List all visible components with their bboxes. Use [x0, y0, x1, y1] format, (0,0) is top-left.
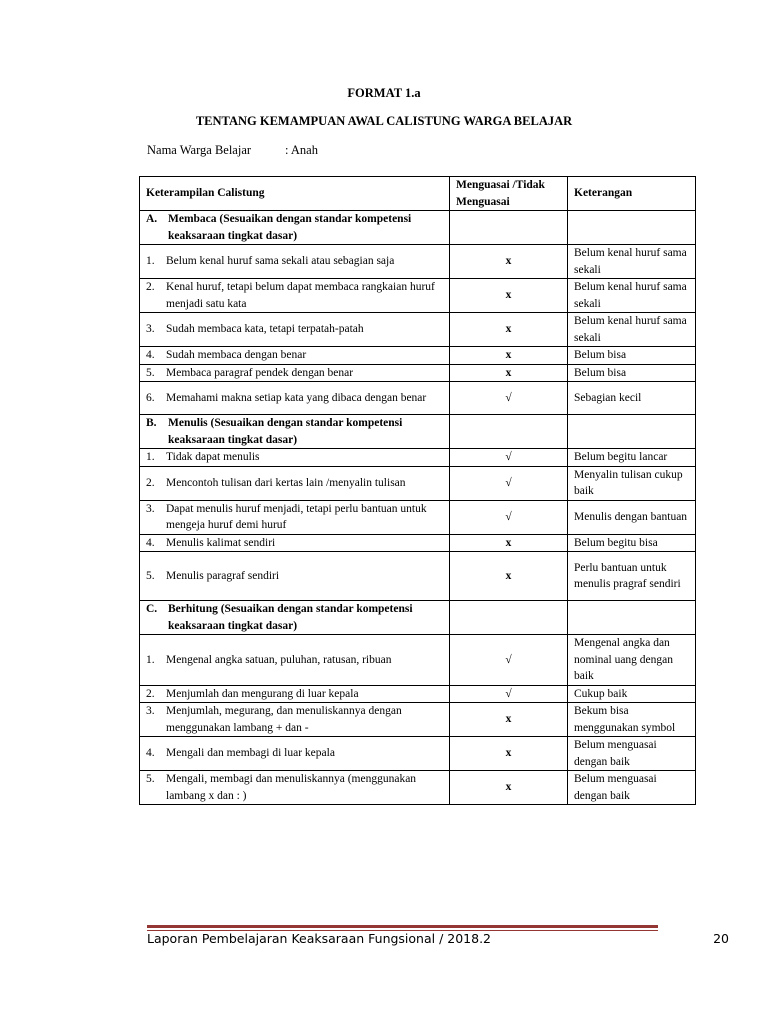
item-number: 4. — [146, 747, 155, 760]
item-text: Membaca paragraf pendek dengan benar — [166, 366, 354, 379]
item-text: Mencontoh tulisan dari kertas lain /menyalin tulisan — [166, 476, 406, 489]
table-row — [140, 685, 696, 703]
table-row — [140, 500, 696, 534]
item-number: 5. — [146, 366, 155, 379]
mastery-mark — [450, 415, 568, 449]
item-number: 1. — [146, 255, 155, 268]
skill-cell — [140, 703, 450, 737]
item-text: Dapat menulis huruf menjadi, tetapi perlu bantuan untuk mengeja huruf demi huruf — [166, 502, 427, 531]
table-row — [140, 635, 696, 686]
note-cell: Menyalin tulisan cukup baik — [568, 466, 696, 500]
skill-cell — [140, 685, 450, 703]
item-text: Berhitung (Sesuaikan dengan standar kompetensi keaksaraan tingkat dasar) — [168, 603, 413, 632]
item-text: Sudah membaca dengan benar — [166, 349, 307, 361]
section-row — [140, 415, 696, 449]
skill-cell — [140, 552, 450, 601]
note-cell: Belum bisa — [568, 347, 696, 365]
item-number: 5. — [146, 569, 155, 582]
header-mastery: Menguasai /Tidak Menguasai — [450, 177, 568, 211]
item-text: Menulis (Sesuaikan dengan standar kompetensi keaksaraan tingkat dasar) — [168, 417, 403, 446]
calistung-table — [139, 176, 696, 805]
table-row — [140, 466, 696, 500]
skill-cell — [140, 382, 450, 415]
skill-cell — [140, 347, 450, 365]
skill-cell — [140, 500, 450, 534]
learner-name-row — [147, 143, 318, 158]
mastery-mark: √ — [450, 466, 568, 500]
item-number: 4. — [146, 349, 155, 361]
learner-name-label: Nama Warga Belajar — [147, 143, 252, 157]
table-row — [140, 737, 696, 771]
note-cell — [568, 415, 696, 449]
item-text: Membaca (Sesuaikan dengan standar kompetensi keaksaraan tingkat dasar) — [168, 213, 412, 242]
item-number: 6. — [146, 391, 155, 404]
table-row — [140, 771, 696, 805]
section-row — [140, 211, 696, 245]
page-number: 20 — [713, 931, 729, 946]
mastery-mark: √ — [450, 382, 568, 415]
section-row — [140, 601, 696, 635]
item-number: A. — [146, 213, 158, 225]
item-number: C. — [146, 603, 158, 615]
note-cell: Menulis dengan bantuan — [568, 500, 696, 534]
note-cell: Belum menguasai dengan baik — [568, 771, 696, 805]
skill-cell — [140, 449, 450, 467]
mastery-mark: x — [450, 245, 568, 279]
note-cell: Cukup baik — [568, 685, 696, 703]
note-cell: Belum begitu bisa — [568, 534, 696, 552]
note-cell — [568, 601, 696, 635]
item-number: 1. — [146, 451, 155, 463]
item-number: B. — [146, 417, 157, 429]
item-text: Mengenal angka satuan, puluhan, ratusan, ribuan — [166, 653, 392, 666]
note-cell: Belum kenal huruf sama sekali — [568, 313, 696, 347]
table-row — [140, 245, 696, 279]
mastery-mark: x — [450, 552, 568, 601]
note-cell: Belum menguasai dengan baik — [568, 737, 696, 771]
mastery-mark: x — [450, 364, 568, 382]
format-title: FORMAT 1.a — [347, 86, 421, 100]
header-skill: Keterampilan Calistung — [140, 177, 450, 211]
mastery-mark: x — [450, 703, 568, 737]
note-cell: Belum begitu lancar — [568, 449, 696, 467]
learner-name-value: : Anah — [285, 143, 318, 157]
mastery-mark — [450, 601, 568, 635]
note-cell: Belum bisa — [568, 364, 696, 382]
note-cell: Perlu bantuan untuk menulis pragraf sendiri — [568, 552, 696, 601]
mastery-mark: √ — [450, 500, 568, 534]
skill-cell — [140, 737, 450, 771]
footer-rule-thick — [147, 925, 658, 928]
item-number: 2. — [146, 476, 155, 489]
note-cell: Belum kenal huruf sama sekali — [568, 279, 696, 313]
item-number: 1. — [146, 653, 155, 666]
skill-cell — [140, 364, 450, 382]
note-cell: Sebagian kecil — [568, 382, 696, 415]
document-subtitle: TENTANG KEMAMPUAN AWAL CALISTUNG WARGA BELAJAR — [195, 114, 573, 128]
item-number: 4. — [146, 536, 155, 549]
table-row — [140, 364, 696, 382]
mastery-mark: x — [450, 534, 568, 552]
note-cell — [568, 211, 696, 245]
table-row — [140, 552, 696, 601]
item-number: 3. — [146, 705, 155, 717]
item-number: 2. — [146, 281, 155, 293]
item-text: Menulis kalimat sendiri — [166, 536, 276, 549]
item-text: Kenal huruf, tetapi belum dapat membaca rangkaian huruf menjadi satu kata — [166, 281, 435, 310]
table-row — [140, 382, 696, 415]
footer-text: Laporan Pembelajaran Keaksaraan Fungsional / 2018.2 — [147, 931, 492, 946]
skill-cell — [140, 534, 450, 552]
note-cell: Mengenal angka dan nominal uang dengan baik — [568, 635, 696, 686]
skill-cell — [140, 415, 450, 449]
note-cell: Bekum bisa menggunakan symbol — [568, 703, 696, 737]
skill-cell — [140, 211, 450, 245]
mastery-mark: x — [450, 279, 568, 313]
mastery-mark: x — [450, 737, 568, 771]
item-number: 2. — [146, 687, 155, 700]
table-row — [140, 449, 696, 467]
item-number: 3. — [146, 323, 155, 336]
item-text: Mengali dan membagi di luar kepala — [166, 747, 335, 760]
skill-cell — [140, 601, 450, 635]
skill-cell — [140, 635, 450, 686]
item-text: Menjumlah, megurang, dan menuliskannya dengan menggunakan lambang + dan - — [166, 705, 402, 734]
page-footer — [147, 931, 729, 946]
skill-cell — [140, 466, 450, 500]
skill-cell — [140, 245, 450, 279]
header-note: Keterangan — [568, 177, 696, 211]
table-row — [140, 313, 696, 347]
table-row — [140, 347, 696, 365]
item-text: Mengali, membagi dan menuliskannya (menggunakan lambang x dan : ) — [166, 773, 417, 802]
mastery-mark: √ — [450, 449, 568, 467]
table-row — [140, 703, 696, 737]
mastery-mark — [450, 211, 568, 245]
item-text: Menjumlah dan mengurang di luar kepala — [166, 687, 359, 700]
skill-cell — [140, 771, 450, 805]
note-cell: Belum kenal huruf sama sekali — [568, 245, 696, 279]
table-row — [140, 534, 696, 552]
item-text: Memahami makna setiap kata yang dibaca dengan benar — [166, 391, 427, 404]
skill-cell — [140, 279, 450, 313]
item-text: Belum kenal huruf sama sekali atau sebagian saja — [166, 255, 395, 268]
mastery-mark: x — [450, 347, 568, 365]
item-number: 5. — [146, 773, 155, 785]
table-header-row — [140, 177, 696, 211]
mastery-mark: √ — [450, 685, 568, 703]
skill-cell — [140, 313, 450, 347]
item-text: Menulis paragraf sendiri — [166, 569, 280, 582]
mastery-mark: √ — [450, 635, 568, 686]
item-text: Tidak dapat menulis — [166, 451, 260, 463]
item-number: 3. — [146, 502, 155, 515]
mastery-mark: x — [450, 313, 568, 347]
item-text: Sudah membaca kata, tetapi terpatah-patah — [166, 323, 364, 336]
mastery-mark: x — [450, 771, 568, 805]
table-row — [140, 279, 696, 313]
